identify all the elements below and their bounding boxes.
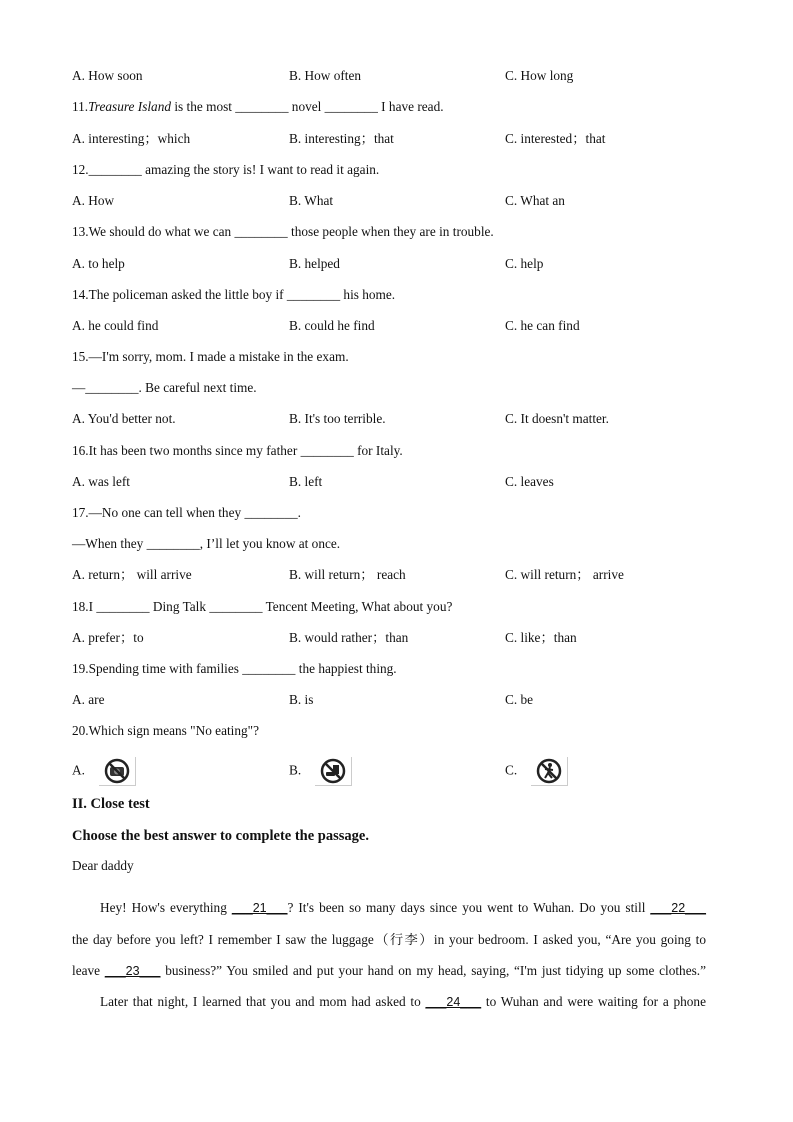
option-label: B. How often [289,68,362,83]
text-segment: 19.Spending time with families ________ the happiest thing. [72,661,397,676]
option-label: C. be [505,692,534,707]
option-c [505,410,609,428]
passage-line [100,993,706,1011]
option-c [505,691,533,709]
text-segment: 20.Which sign means "No eating"? [72,723,259,738]
option-label: C. What an [505,193,565,208]
option-b [289,629,408,647]
option-label: B. interesting；that [289,131,394,146]
text-segment: Treasure Island [88,99,172,114]
text-segment: to Wuhan and were waiting for a phone [481,994,706,1009]
option-label: C. like；than [505,630,577,645]
question-line [72,286,395,304]
text-segment: ? It's been so many days since you went to Wuhan. Do you still [287,900,651,915]
option-c [505,757,568,786]
option-label: C. help [505,256,544,271]
option-c [505,255,543,273]
option-b [289,67,361,85]
text-segment: Choose the best answer to complete the passage. [72,828,369,844]
option-label: A. interesting；which [72,131,191,146]
option-a [72,130,190,148]
option-b [289,130,394,148]
text-segment: 11. [72,99,89,114]
section-heading [72,795,150,813]
option-a [72,629,144,647]
question-line [72,598,452,616]
option-label: C. will return； arrive [505,567,624,582]
option-a [72,757,136,786]
passage-line [100,899,706,917]
option-a [72,317,158,335]
option-a [72,473,130,491]
option-a [72,691,104,709]
option-label: B. would rather；than [289,630,409,645]
option-b [289,192,333,210]
option-c [505,473,554,491]
text-segment: Later that night, I learned that you and mom had asked to [100,994,426,1009]
option-c [505,317,580,335]
option-a [72,255,125,273]
option-c [505,67,573,85]
question-line [72,223,494,241]
question-line [72,857,134,875]
option-c [505,629,577,647]
option-a [72,566,192,584]
option-label: C. How long [505,68,574,83]
option-label: A. You'd better not. [72,411,176,426]
option-label: B. is [289,692,314,707]
option-label: A. How soon [72,68,143,83]
option-c [505,192,565,210]
section-heading [72,827,369,845]
option-c [505,566,624,584]
option-label: A. prefer；to [72,630,144,645]
text-segment: the day before you left? I remember I saw the luggage（行李）in your bedroom. I asked you, “Are you going to [72,932,706,947]
option-a [72,67,143,85]
text-segment: 17.—No one can tell when they ________. [72,505,301,520]
option-b [289,473,322,491]
option-label: C. he can find [505,318,580,333]
option-label: A. return； will arrive [72,567,192,582]
text-segment: Hey! How's everything [100,900,232,915]
blank: ___21___ [231,901,288,915]
option-label: B. left [289,474,323,489]
question-line [72,660,397,678]
question-line [72,161,379,179]
question-line [72,98,444,116]
option-b [289,757,352,786]
text-segment: —When they ________, I’ll let you know at once. [72,536,341,551]
option-b [289,566,406,584]
text-segment: —________. Be careful next time. [72,380,257,395]
text-segment: 12.________ amazing the story is! I want to read it again. [72,162,380,177]
option-label: B. It's too terrible. [289,411,386,426]
no-eating-sign-icon [315,757,352,786]
option-label: B. could he find [289,318,375,333]
option-b [289,691,313,709]
option-label: C. leaves [505,474,554,489]
option-b [289,410,386,428]
text-segment: 18.I ________ Ding Talk ________ Tencent Meeting, What about you? [72,599,453,614]
question-line [72,504,301,522]
question-line [72,379,257,397]
option-b [289,317,375,335]
passage-line [72,962,706,980]
text-segment: 14.The policeman asked the little boy if ________ his home. [72,287,396,302]
option-a [72,410,176,428]
option-label: B. will return； reach [289,567,406,582]
text-segment: business?” You smiled and put your hand on my head, saying, “I'm just tidying up some clothes.” [160,963,706,978]
option-label: A. [72,762,85,778]
option-label: A. are [72,692,105,707]
text-segment: 13.We should do what we can ________ those people when they are in trouble. [72,224,494,239]
text-segment: 15.—I'm sorry, mom. I made a mistake in the exam. [72,349,349,364]
text-segment: leave [72,963,105,978]
question-line [72,442,403,460]
question-line [72,722,259,740]
option-label: A. to help [72,256,125,271]
option-label: B. helped [289,256,340,271]
option-label: C. It doesn't matter. [505,411,609,426]
passage-line [72,931,706,949]
option-label: C. interested；that [505,131,606,146]
no-camera-sign-icon [99,757,136,786]
question-line [72,535,340,553]
option-label: A. was left [72,474,130,489]
option-label: A. he could find [72,318,159,333]
option-a [72,192,114,210]
option-label: A. How [72,193,115,208]
option-label: B. What [289,193,334,208]
text-segment: 16.It has been two months since my father ________ for Italy. [72,443,403,458]
text-segment: is the most ________ novel ________ I have read. [171,99,444,114]
blank: ___23___ [104,964,161,978]
option-label: C. [505,762,518,778]
text-segment: II. Close test [72,796,150,812]
text-segment: Dear daddy [72,858,134,873]
option-b [289,255,340,273]
option-c [505,130,605,148]
blank: ___22___ [650,901,707,915]
question-line [72,348,349,366]
option-label: B. [289,762,302,778]
blank: ___24___ [425,995,482,1009]
no-walking-sign-icon [531,757,568,786]
